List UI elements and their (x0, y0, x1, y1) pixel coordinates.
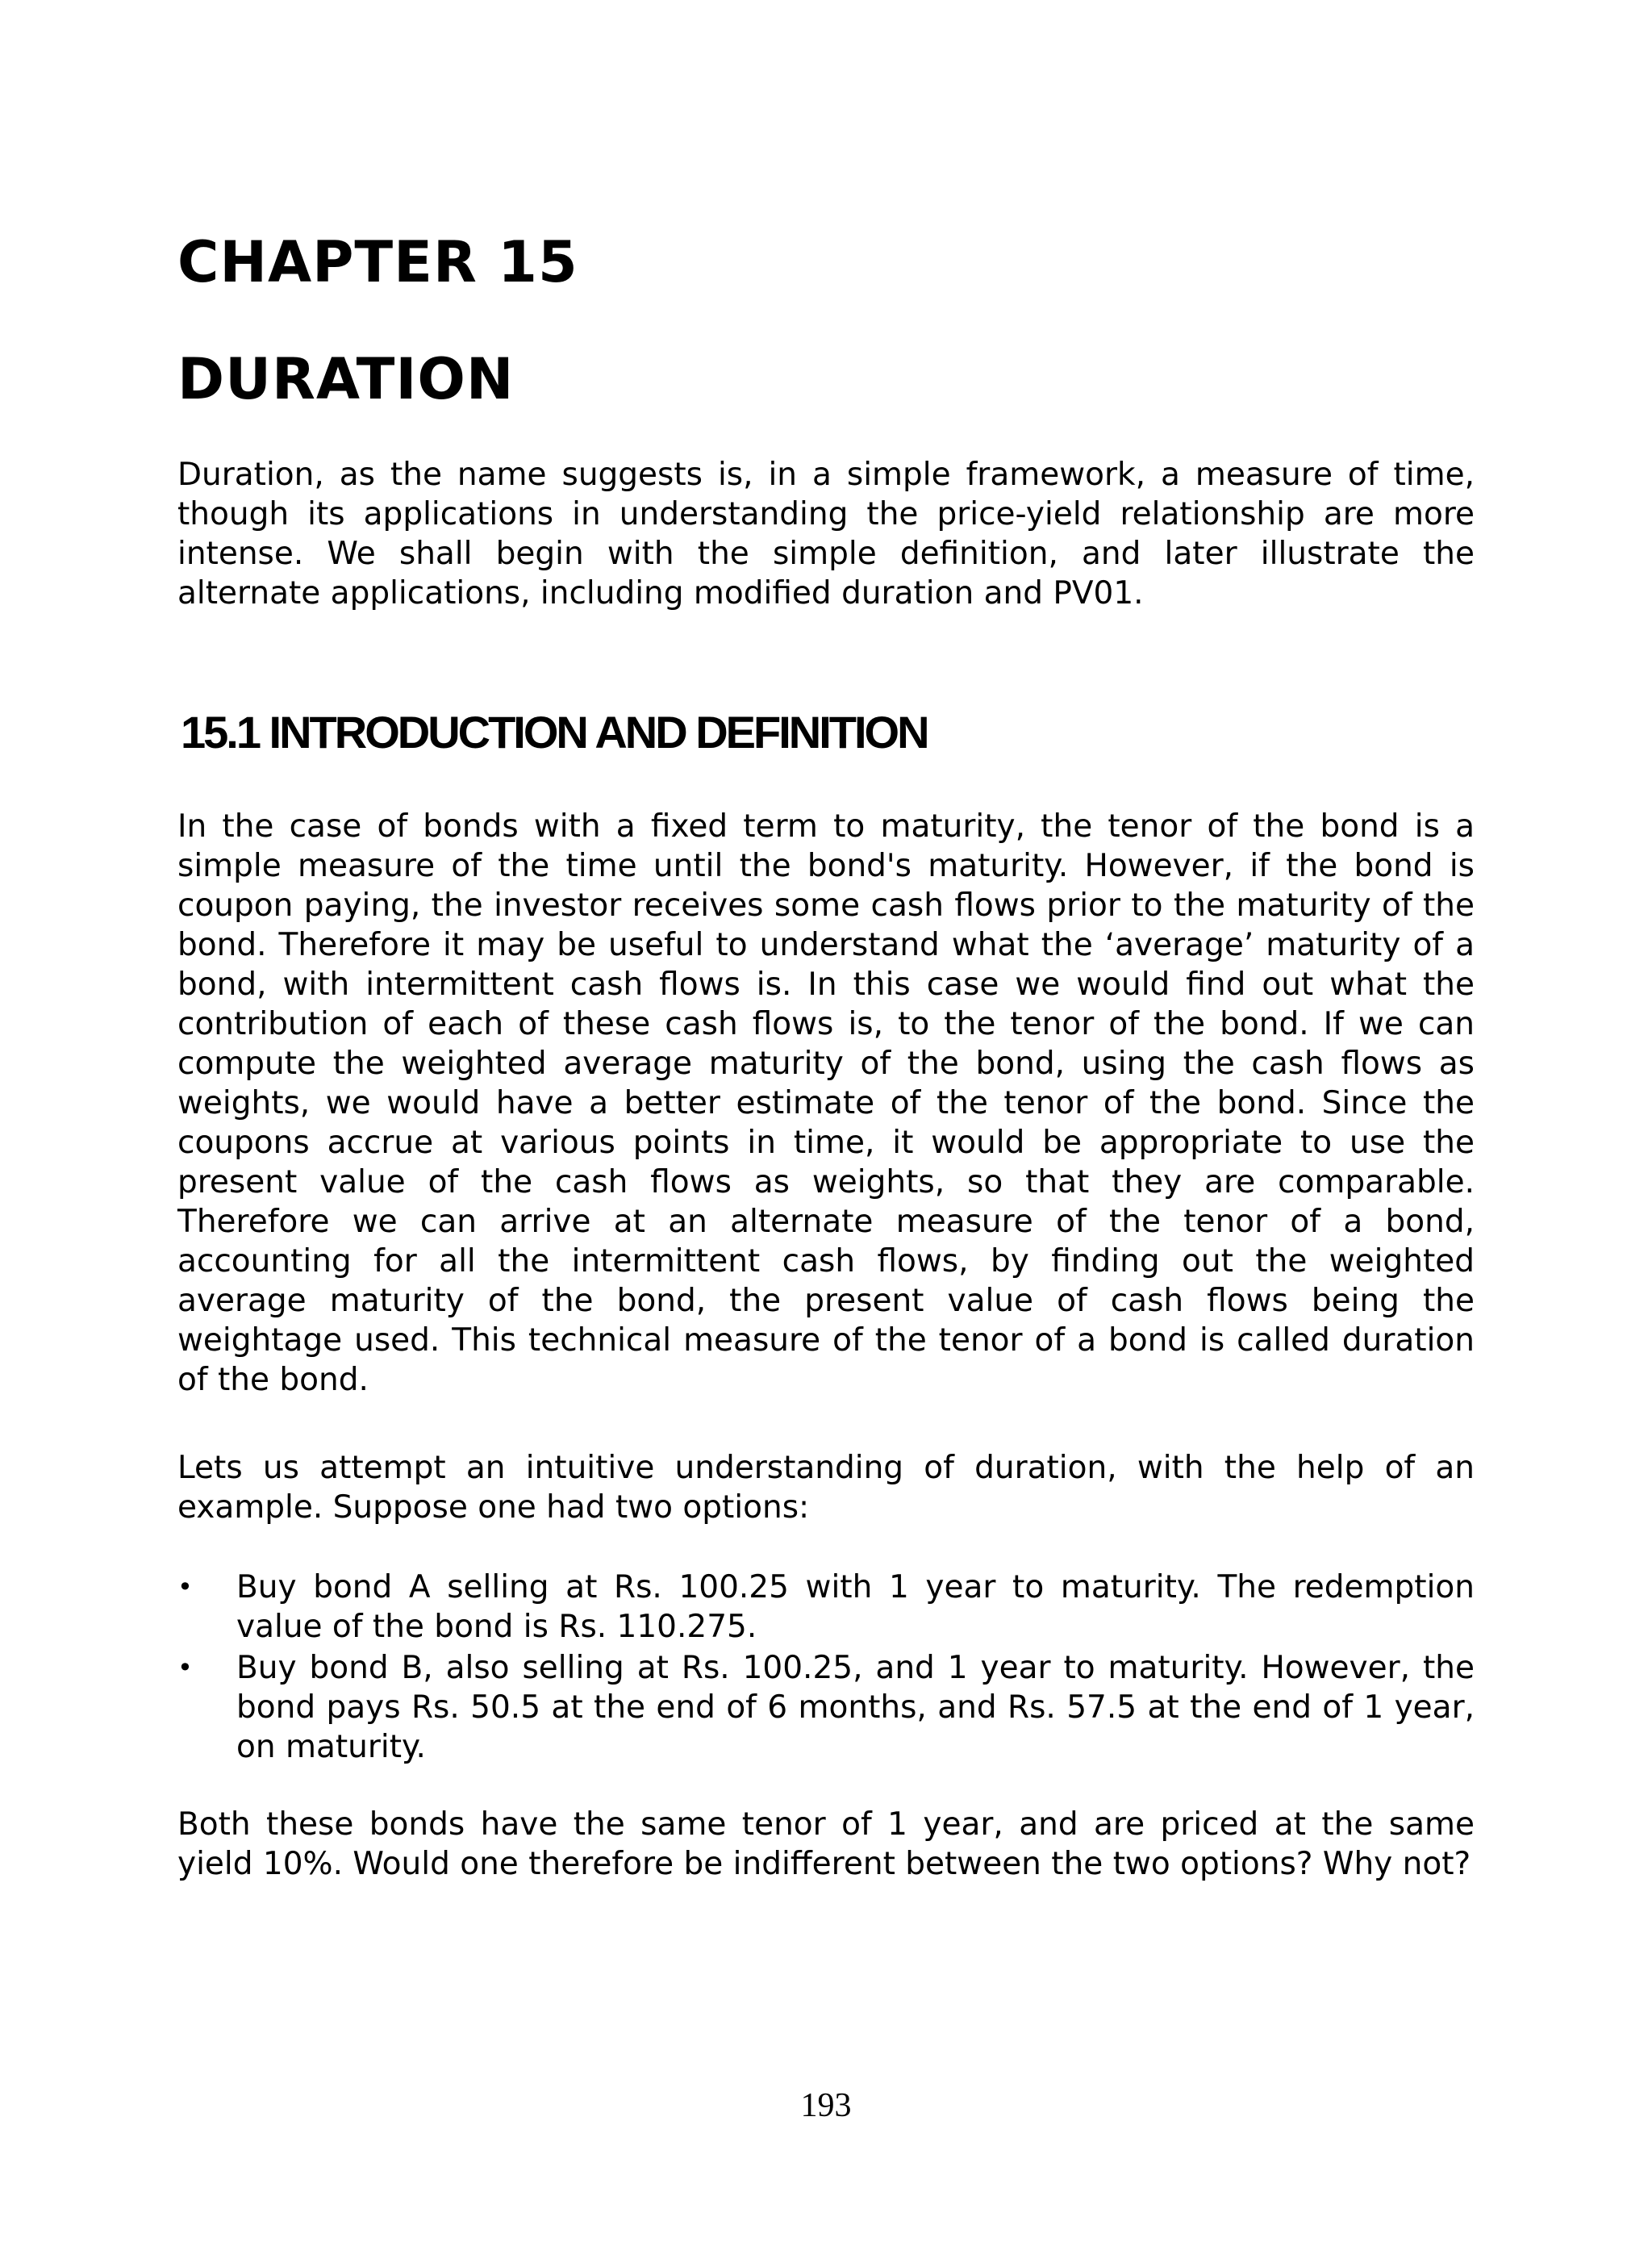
chapter-title: DURATION (177, 346, 515, 412)
list-item (177, 1648, 1475, 1767)
options-list (177, 1568, 1475, 1767)
body-paragraph: Lets us attempt an intuitive understanding of duration, with the help of an example. Suppose one had two options: (177, 1450, 1475, 1526)
list-item-text: Buy bond B, also selling at Rs. 100.25, and 1 year to maturity. However, the bond pays Rs. 50.5 at the end of 6 months, and Rs. 57.5 at the end of 1 year, on maturity. (236, 1650, 1475, 1765)
section-heading: 15.1 INTRODUCTION AND DEFINITION (181, 707, 928, 758)
page-number: 193 (800, 2087, 852, 2124)
list-item-text: Buy bond A selling at Rs. 100.25 with 1 year to maturity. The redemption value of the bond is Rs. 110.275. (236, 1569, 1475, 1645)
bullet-icon: • (177, 1652, 193, 1683)
body-paragraph: In the case of bonds with a fixed term to maturity, the tenor of the bond is a simple measure of the time until the bond's maturity. However, if the bond is coupon paying, the investor receives some cash flows prior to the maturity of the bond. Therefore it may be useful to understand what the ‘average’ maturity of a bond, with intermittent cash flows is. In this case we would find out what the contribution of each of these cash flows is, to the tenor of the bond. If we can compute the weighted average maturity of the bond, using the cash flows as weights, we would have a better estimate of the tenor of the bond. Since the coupons accrue at various points in time, it would be appropriate to use the present value of the cash flows as weights, so that they are comparable. Therefore we can arrive at an alternate measure of the tenor of a bond, accounting for all the intermittent cash flows, by finding out the weighted average maturity of the bond, the present value of cash flows being the weightage used. This technical measure of the tenor of a bond is called duration of the bond. (177, 808, 1475, 1398)
chapter-label: CHAPTER 15 (177, 229, 578, 295)
intro-paragraph: Duration, as the name suggests is, in a simple framework, a measure of time, though its applications in understanding the price-yield relationship are more intense. We shall begin with the simple definition, and later illustrate the alternate applications, including modified duration and PV01. (177, 457, 1475, 612)
body-paragraph: Both these bonds have the same tenor of 1 year, and are priced at the same yield 10%. Would one therefore be indifferent between the two options? Why not? (177, 1806, 1475, 1882)
bullet-icon: • (177, 1572, 193, 1602)
list-item (177, 1568, 1475, 1647)
